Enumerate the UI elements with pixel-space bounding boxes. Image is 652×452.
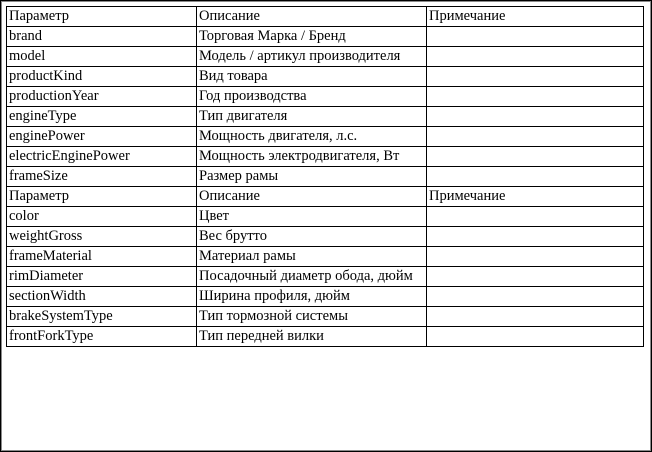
param-cell: enginePower: [7, 127, 197, 147]
desc-cell: Торговая Марка / Бренд: [197, 27, 427, 47]
header-param: Параметр: [7, 187, 197, 207]
table-row: [7, 127, 644, 147]
note-cell: [427, 47, 644, 67]
header-note: Примечание: [427, 7, 644, 27]
desc-cell: Вид товара: [197, 67, 427, 87]
note-cell: [427, 107, 644, 127]
table-row: [7, 267, 644, 287]
note-cell: [427, 247, 644, 267]
note-cell: [427, 127, 644, 147]
param-cell: productKind: [7, 67, 197, 87]
desc-cell: Мощность двигателя, л.с.: [197, 127, 427, 147]
desc-cell: Посадочный диаметр обода, дюйм: [197, 267, 427, 287]
desc-cell: Материал рамы: [197, 247, 427, 267]
desc-cell: Тип двигателя: [197, 107, 427, 127]
note-cell: [427, 67, 644, 87]
table-row: [7, 107, 644, 127]
desc-cell: Тип передней вилки: [197, 327, 427, 347]
desc-cell: Мощность электродвигателя, Вт: [197, 147, 427, 167]
param-cell: productionYear: [7, 87, 197, 107]
param-cell: electricEnginePower: [7, 147, 197, 167]
param-cell: frontForkType: [7, 327, 197, 347]
table-row: [7, 167, 644, 187]
table-header-row: [7, 7, 644, 27]
table-row: [7, 327, 644, 347]
note-cell: [427, 307, 644, 327]
note-cell: [427, 327, 644, 347]
note-cell: [427, 167, 644, 187]
header-desc: Описание: [197, 187, 427, 207]
desc-cell: Размер рамы: [197, 167, 427, 187]
note-cell: [427, 87, 644, 107]
table-row: [7, 227, 644, 247]
desc-cell: Вес брутто: [197, 227, 427, 247]
param-cell: color: [7, 207, 197, 227]
desc-cell: Цвет: [197, 207, 427, 227]
parameters-table: [6, 6, 644, 347]
table-row: [7, 67, 644, 87]
header-param: Параметр: [7, 7, 197, 27]
table-row: [7, 147, 644, 167]
note-cell: [427, 267, 644, 287]
param-cell: model: [7, 47, 197, 67]
header-desc: Описание: [197, 7, 427, 27]
table-row: [7, 87, 644, 107]
desc-cell: Модель / артикул производителя: [197, 47, 427, 67]
desc-cell: Тип тормозной системы: [197, 307, 427, 327]
table-row: [7, 287, 644, 307]
param-cell: weightGross: [7, 227, 197, 247]
note-cell: [427, 207, 644, 227]
table-row: [7, 247, 644, 267]
header-note: Примечание: [427, 187, 644, 207]
param-cell: rimDiameter: [7, 267, 197, 287]
table-header-row-repeat: [7, 187, 644, 207]
param-cell: frameSize: [7, 167, 197, 187]
param-cell: engineType: [7, 107, 197, 127]
param-cell: brand: [7, 27, 197, 47]
desc-cell: Ширина профиля, дюйм: [197, 287, 427, 307]
note-cell: [427, 287, 644, 307]
table-row: [7, 307, 644, 327]
table-row: [7, 27, 644, 47]
param-cell: frameMaterial: [7, 247, 197, 267]
note-cell: [427, 147, 644, 167]
note-cell: [427, 27, 644, 47]
note-cell: [427, 227, 644, 247]
desc-cell: Год производства: [197, 87, 427, 107]
table-row: [7, 47, 644, 67]
table-row: [7, 207, 644, 227]
param-cell: sectionWidth: [7, 287, 197, 307]
param-cell: brakeSystemType: [7, 307, 197, 327]
